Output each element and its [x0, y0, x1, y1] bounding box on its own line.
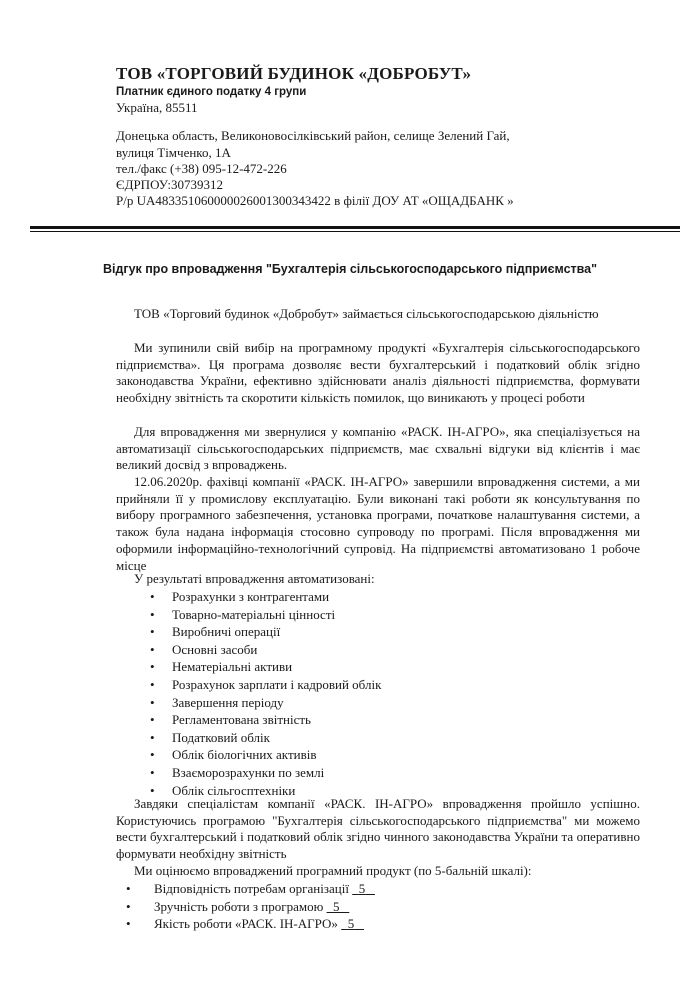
tax-status: Платник єдиного податку 4 групи: [116, 86, 307, 98]
list-item: • Розрахунки з контрагентами: [150, 589, 330, 604]
rating-label: Якість роботи «РАСК. ІН-АГРО»: [154, 916, 338, 931]
bullet-icon: •: [150, 782, 155, 798]
document-title: Відгук про впровадження "Бухгалтерія сільськогосподарського підприємства": [102, 262, 598, 276]
header-divider-thin: [30, 231, 680, 232]
list-item: • Облік сільгосптехніки: [150, 782, 296, 798]
company-name: ТОВ «ТОРГОВИЙ БУДИНОК «ДОБРОБУТ»: [116, 64, 472, 83]
list-item: • Розрахунок зарплати і кадровий облік: [150, 676, 382, 692]
paragraph-implementation: 12.06.2020р. фахівці компанії «РАСК. ІН-АГРО» завершили впровадження системи, а ми прийняли її у промислову експлуатацію. Були виконані такі роботи як консультування по вибору програмного забезпечення, установка програми, початкове налаштування системи, а також була надана інформація стосовно супроводу по програмі. Після впровадження ми оформили інформаційно-технологічний супровід. На підприємстві автоматизовано 1 робоче місце: [116, 474, 640, 573]
bullet-icon: •: [150, 676, 155, 692]
header-divider-thick: [30, 226, 680, 229]
automated-items-list: [150, 588, 381, 799]
bullet-icon: •: [150, 747, 155, 763]
paragraph-result: Завдяки спеціалістам компанії «РАСК. ІН-АГРО» впровадження пройшло успішно. Користуючись програмою "Бухгалтерія сільськогосподарського підприємства" ми можемо вести бухгалтерський і податковий облік згідно чинного законодавства України та оперативно формувати необхідну звітність: [116, 796, 640, 862]
list-item: • Регламентована звітність: [150, 712, 311, 728]
paragraph-rating-intro: Ми оцінюємо впроваджений програмний продукт (по 5-бальній шкалі):: [134, 863, 532, 878]
list-item: • Облік біологічних активів: [150, 747, 317, 763]
list-item: • Виробничі операції: [150, 624, 281, 640]
address-line-1: Донецька область, Великоновосілківський район, селище Зелений Гай,: [116, 128, 510, 143]
paragraph-intro: ТОВ «Торговий будинок «Добробут» займається сільськогосподарською діяльністю: [134, 306, 599, 321]
paragraph-choice: Ми зупинили свій вибір на програмному продукті «Бухгалтерія сільськогосподарського підприємства». Ця програма дозволяє вести бухгалтерський і податковий облік згідно законодавства України, ефективно здійснювати аналіз діяльності підприємства, формувати необхідну звітність та скоротити кількість помилок, що виникають у процесі роботи: [116, 340, 640, 406]
bullet-icon: •: [150, 606, 155, 622]
rating-item: [126, 915, 375, 933]
phone-fax: тел./факс (+38) 095-12-472-226: [116, 161, 287, 176]
rating-item: [126, 898, 375, 916]
rating-label: Відповідність потребам організації: [154, 881, 349, 896]
bullet-icon: •: [150, 764, 155, 780]
bullet-icon: •: [126, 898, 131, 914]
list-item: • Податковий облік: [150, 729, 270, 745]
bank-account: Р/р UA483351060000026001300343422 в філії ДОУ АТ «ОЩАДБАНК »: [116, 193, 514, 208]
list-item: • Основні засоби: [150, 641, 258, 657]
rating-score: 5: [358, 881, 366, 896]
bullet-icon: •: [150, 712, 155, 728]
bullet-icon: •: [150, 624, 155, 640]
rating-item: [126, 880, 375, 898]
country-zip: Україна, 85511: [116, 100, 198, 115]
address-line-2: вулиця Тімченко, 1А: [116, 145, 231, 160]
list-item: • Взаєморозрахунки по землі: [150, 764, 325, 780]
rating-list: [126, 880, 375, 933]
bullet-icon: •: [150, 589, 155, 604]
edrpou-code: ЄДРПОУ:30739312: [116, 177, 224, 192]
rating-score: 5: [333, 898, 340, 914]
rating-score: 5: [347, 916, 355, 931]
list-item: • Завершення періоду: [150, 694, 284, 710]
paragraph-vendor: Для впровадження ми звернулися у компанію «РАСК. ІН-АГРО», яка спеціалізується на автоматизації сільськогосподарських підприємств, має схвальні відгуки від клієнтів і має великий досвід з впроваджень.: [116, 424, 640, 473]
list-item: • Нематеріальні активи: [150, 659, 293, 675]
list-item: • Товарно-матеріальні цінності: [150, 606, 336, 622]
bullet-icon: •: [126, 916, 131, 931]
rating-label: Зручність роботи з програмою: [154, 898, 324, 914]
bullet-icon: •: [150, 694, 155, 710]
bullet-icon: •: [150, 641, 155, 657]
paragraph-automated-intro: У результаті впровадження автоматизовані:: [134, 571, 375, 586]
bullet-icon: •: [150, 659, 155, 675]
bullet-icon: •: [150, 729, 155, 745]
bullet-icon: •: [126, 881, 131, 896]
